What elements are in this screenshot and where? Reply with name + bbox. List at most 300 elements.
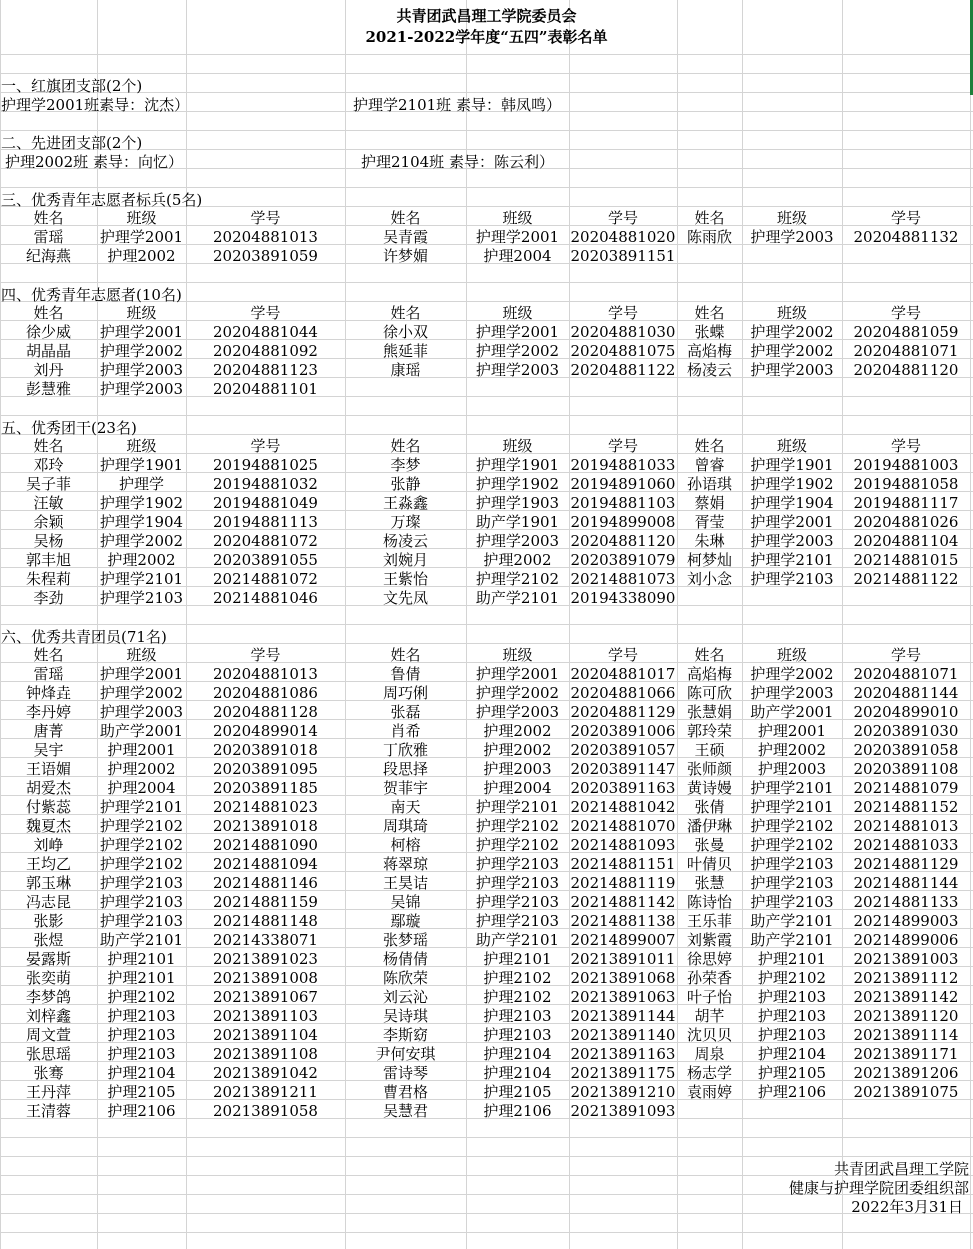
class-cell[interactable]: 护理2106: [483, 1102, 552, 1120]
student-id-cell[interactable]: 20213891067: [213, 988, 318, 1006]
name-cell[interactable]: 张倩: [694, 798, 725, 816]
class-cell[interactable]: 护理2001: [757, 722, 827, 740]
class-cell[interactable]: 护理学2102: [475, 836, 560, 854]
student-id-cell[interactable]: [842, 380, 970, 399]
name-cell[interactable]: 陈欣荣: [382, 969, 428, 987]
name-cell[interactable]: 杨倩倩: [382, 950, 428, 968]
class-cell[interactable]: 护理学1901: [750, 456, 834, 474]
student-id-cell[interactable]: 20194881058: [853, 475, 959, 493]
name-cell[interactable]: 张静: [390, 475, 421, 493]
student-id-cell[interactable]: 20194881049: [213, 494, 318, 512]
class-cell[interactable]: 护理2004: [483, 247, 552, 265]
name-cell[interactable]: 陈雨欣: [686, 228, 732, 246]
student-id-cell[interactable]: 20213891163: [570, 1045, 676, 1063]
name-cell[interactable]: 彭慧雅: [25, 380, 71, 398]
class-cell[interactable]: 护理2102: [483, 988, 552, 1006]
student-id-cell[interactable]: 20204881120: [853, 361, 959, 379]
student-id-cell[interactable]: 20214881023: [213, 798, 318, 816]
class-cell[interactable]: 护理2102: [107, 988, 176, 1006]
student-id-cell[interactable]: 20214881073: [570, 570, 676, 588]
class-cell[interactable]: 护理2103: [757, 1007, 827, 1025]
name-cell[interactable]: 李丹婷: [25, 703, 71, 721]
name-cell[interactable]: 张慧娟: [686, 703, 732, 721]
class-cell[interactable]: 护理2002: [107, 247, 176, 265]
name-cell[interactable]: 张思瑶: [25, 1045, 71, 1063]
student-id-cell[interactable]: 20203891108: [853, 760, 959, 778]
name-cell[interactable]: 袁雨婷: [686, 1083, 732, 1101]
student-id-cell[interactable]: 20204881132: [853, 228, 959, 246]
name-cell[interactable]: 柯梦灿: [686, 551, 732, 569]
name-cell[interactable]: 熊延菲: [382, 342, 428, 360]
name-cell[interactable]: 胥莹: [694, 513, 725, 531]
student-id-cell[interactable]: 20214881148: [213, 912, 318, 930]
student-id-cell[interactable]: 20194891060: [570, 475, 676, 493]
class-cell[interactable]: 护理2102: [757, 969, 827, 987]
student-id-cell[interactable]: 20194899008: [570, 513, 676, 531]
name-cell[interactable]: 张梦瑶: [382, 931, 428, 949]
class-cell[interactable]: 助产学2001: [750, 703, 834, 721]
class-cell[interactable]: 护理2103: [107, 1045, 176, 1063]
name-cell[interactable]: 丁欣雅: [382, 741, 428, 759]
student-id-cell[interactable]: 20204881144: [853, 684, 959, 702]
student-id-cell[interactable]: 20194881033: [570, 456, 676, 474]
student-id-cell[interactable]: 20213891023: [213, 950, 318, 968]
class-cell[interactable]: 护理学2103: [99, 589, 184, 607]
name-cell[interactable]: 刘云沁: [382, 988, 428, 1006]
class-cell[interactable]: 护理学2103: [99, 874, 184, 892]
student-id-cell[interactable]: 20194881103: [570, 494, 676, 512]
class-cell[interactable]: 护理学1903: [475, 494, 560, 512]
student-id-cell[interactable]: 20204881071: [853, 665, 959, 683]
class-cell[interactable]: 护理学2002: [99, 342, 184, 360]
student-id-cell[interactable]: 20214899007: [570, 931, 676, 949]
student-id-cell[interactable]: 20214881119: [570, 874, 676, 892]
name-cell[interactable]: 周文萱: [25, 1026, 71, 1044]
name-cell[interactable]: 李斯窈: [382, 1026, 428, 1044]
class-cell[interactable]: 护理2103: [483, 1007, 552, 1025]
class-cell[interactable]: 护理学2003: [475, 703, 560, 721]
student-id-cell[interactable]: 20194881113: [213, 513, 318, 531]
name-cell[interactable]: 陈诗怡: [686, 893, 732, 911]
name-cell[interactable]: 段思择: [382, 760, 428, 778]
student-id-cell[interactable]: 20213891011: [570, 950, 676, 968]
student-id-cell[interactable]: 20204881123: [213, 361, 318, 379]
class-cell[interactable]: 护理学2101: [475, 798, 560, 816]
name-cell[interactable]: 孙荣香: [686, 969, 732, 987]
student-id-cell[interactable]: 20203891059: [213, 247, 318, 265]
student-id-cell[interactable]: 20214881046: [213, 589, 318, 607]
class-cell[interactable]: 护理学2001: [475, 323, 560, 341]
student-id-cell[interactable]: 20204899010: [853, 703, 959, 721]
student-id-cell[interactable]: 20213891063: [570, 988, 676, 1006]
name-cell[interactable]: 刘小念: [686, 570, 732, 588]
class-cell[interactable]: 护理2003: [483, 760, 552, 778]
student-id-cell[interactable]: [569, 380, 677, 399]
student-id-cell[interactable]: 20214338071: [213, 931, 318, 949]
name-cell[interactable]: 叶倩贝: [686, 855, 732, 873]
student-id-cell[interactable]: 20214899003: [853, 912, 959, 930]
class-cell[interactable]: 护理学2103: [99, 912, 184, 930]
name-cell[interactable]: 刘紫霞: [686, 931, 732, 949]
class-cell[interactable]: 护理2103: [757, 1026, 827, 1044]
name-cell[interactable]: 雷瑶: [33, 665, 64, 683]
name-cell[interactable]: 高焰梅: [686, 342, 732, 360]
student-id-cell[interactable]: 20213891008: [213, 969, 318, 987]
name-cell[interactable]: 晏露斯: [25, 950, 71, 968]
name-cell[interactable]: 万璨: [390, 513, 421, 531]
name-cell[interactable]: [677, 589, 742, 608]
name-cell[interactable]: 曹君格: [382, 1083, 428, 1101]
class-cell[interactable]: 护理2002: [757, 741, 827, 759]
student-id-cell[interactable]: 20214881144: [853, 874, 959, 892]
name-cell[interactable]: 王紫怡: [382, 570, 428, 588]
class-cell[interactable]: 护理学2002: [99, 684, 184, 702]
student-id-cell[interactable]: 20214881042: [570, 798, 676, 816]
student-id-cell[interactable]: [842, 247, 970, 266]
class-cell[interactable]: 护理学2003: [750, 684, 834, 702]
student-id-cell[interactable]: 20203891185: [213, 779, 318, 797]
student-id-cell[interactable]: 20203891006: [570, 722, 676, 740]
name-cell[interactable]: 孙语琪: [686, 475, 732, 493]
class-cell[interactable]: 护理2102: [483, 969, 552, 987]
class-cell[interactable]: 护理学1902: [99, 494, 184, 512]
class-cell[interactable]: 护理2002: [483, 741, 552, 759]
class-cell[interactable]: 护理2004: [483, 779, 552, 797]
student-id-cell[interactable]: 20213891108: [213, 1045, 318, 1063]
name-cell[interactable]: 吴青霞: [382, 228, 428, 246]
name-cell[interactable]: 张慧: [694, 874, 725, 892]
name-cell[interactable]: 张奕萌: [25, 969, 71, 987]
class-cell[interactable]: 护理2106: [757, 1083, 827, 1101]
student-id-cell[interactable]: 20213891104: [213, 1026, 318, 1044]
student-id-cell[interactable]: 20214881033: [853, 836, 959, 854]
class-cell[interactable]: 护理2105: [483, 1083, 552, 1101]
class-cell[interactable]: 护理2101: [107, 950, 176, 968]
name-cell[interactable]: 王语媚: [25, 760, 71, 778]
name-cell[interactable]: 张煜: [33, 931, 64, 949]
class-cell[interactable]: 护理学2101: [99, 570, 184, 588]
student-id-cell[interactable]: 20213891103: [213, 1007, 318, 1025]
student-id-cell[interactable]: 20204881075: [570, 342, 676, 360]
class-cell[interactable]: 护理学2003: [99, 361, 184, 379]
student-id-cell[interactable]: 20213891211: [213, 1083, 318, 1101]
student-id-cell[interactable]: 20213891206: [853, 1064, 959, 1082]
class-cell[interactable]: 护理2101: [107, 969, 176, 987]
student-id-cell[interactable]: 20204881072: [213, 532, 318, 550]
class-cell[interactable]: 护理2103: [107, 1007, 176, 1025]
class-cell[interactable]: 护理学2002: [475, 684, 560, 702]
class-cell[interactable]: 护理学2103: [750, 570, 834, 588]
name-cell[interactable]: 刘丹: [33, 361, 64, 379]
name-cell[interactable]: 唐菁: [33, 722, 64, 740]
name-cell[interactable]: 郭丰旭: [25, 551, 71, 569]
student-id-cell[interactable]: 20213891142: [853, 988, 959, 1006]
class-cell[interactable]: 护理学2102: [475, 817, 560, 835]
class-cell[interactable]: 护理2101: [757, 950, 827, 968]
student-id-cell[interactable]: 20214881090: [213, 836, 318, 854]
name-cell[interactable]: 蔡娟: [694, 494, 725, 512]
name-cell[interactable]: 张骞: [33, 1064, 64, 1082]
class-cell[interactable]: 护理学2103: [475, 893, 560, 911]
class-cell[interactable]: 护理学2102: [99, 817, 184, 835]
name-cell[interactable]: 冯志昆: [25, 893, 71, 911]
name-cell[interactable]: 胡爱杰: [25, 779, 71, 797]
name-cell[interactable]: 蒋翠琼: [382, 855, 428, 873]
class-cell[interactable]: 护理学1901: [99, 456, 184, 474]
name-cell[interactable]: 雷瑶: [33, 228, 64, 246]
class-cell[interactable]: 护理2103: [483, 1026, 552, 1044]
name-cell[interactable]: 杨凌云: [382, 532, 428, 550]
name-cell[interactable]: 钟烽垚: [25, 684, 71, 702]
name-cell[interactable]: 刘婉月: [382, 551, 428, 569]
class-cell[interactable]: 护理学2002: [750, 342, 834, 360]
name-cell[interactable]: 张磊: [390, 703, 421, 721]
student-id-cell[interactable]: 20214881133: [853, 893, 959, 911]
name-cell[interactable]: 张影: [33, 912, 64, 930]
student-id-cell[interactable]: 20213891112: [853, 969, 959, 987]
name-cell[interactable]: 尹何安琪: [375, 1045, 436, 1063]
student-id-cell[interactable]: 20213891140: [570, 1026, 676, 1044]
student-id-cell[interactable]: 20204881122: [570, 361, 676, 379]
name-cell[interactable]: 许梦媚: [382, 247, 428, 265]
class-cell[interactable]: 护理学2001: [99, 323, 184, 341]
class-cell[interactable]: [466, 380, 569, 399]
name-cell[interactable]: 张曼: [694, 836, 725, 854]
class-cell[interactable]: 护理学2102: [750, 836, 834, 854]
name-cell[interactable]: 柯榕: [390, 836, 421, 854]
class-cell[interactable]: 护理学2103: [750, 893, 834, 911]
class-cell[interactable]: 护理2103: [107, 1026, 176, 1044]
class-cell[interactable]: 护理学2001: [475, 665, 560, 683]
name-cell[interactable]: [345, 380, 466, 399]
name-cell[interactable]: [677, 247, 742, 266]
class-cell[interactable]: 护理学2103: [475, 855, 560, 873]
student-id-cell[interactable]: 20213891114: [853, 1026, 959, 1044]
name-cell[interactable]: 胡芊: [694, 1007, 725, 1025]
student-id-cell[interactable]: 20214881070: [570, 817, 676, 835]
name-cell[interactable]: 沈贝贝: [686, 1026, 732, 1044]
name-cell[interactable]: 曾睿: [694, 456, 725, 474]
name-cell[interactable]: 王淼鑫: [382, 494, 428, 512]
class-cell[interactable]: 助产学2001: [99, 722, 184, 740]
name-cell[interactable]: 周琪琦: [382, 817, 428, 835]
student-id-cell[interactable]: 20204881020: [570, 228, 676, 246]
class-cell[interactable]: 护理2105: [757, 1064, 827, 1082]
name-cell[interactable]: 朱琳: [694, 532, 725, 550]
class-cell[interactable]: 护理2003: [757, 760, 827, 778]
name-cell[interactable]: 肖希: [390, 722, 421, 740]
name-cell[interactable]: 杨凌云: [686, 361, 732, 379]
class-cell[interactable]: 护理2002: [107, 551, 176, 569]
student-id-cell[interactable]: 20204881128: [213, 703, 318, 721]
class-cell[interactable]: 护理学2003: [475, 361, 560, 379]
class-cell[interactable]: 护理2002: [483, 722, 552, 740]
student-id-cell[interactable]: 20194881025: [213, 456, 318, 474]
class-cell[interactable]: 护理学2003: [475, 532, 560, 550]
student-id-cell[interactable]: 20214881146: [213, 874, 318, 892]
class-cell[interactable]: [742, 380, 842, 399]
student-id-cell[interactable]: 20214881159: [213, 893, 318, 911]
name-cell[interactable]: 黄诗嫚: [686, 779, 732, 797]
student-id-cell[interactable]: 20214881152: [853, 798, 959, 816]
student-id-cell[interactable]: 20203891163: [570, 779, 676, 797]
name-cell[interactable]: 贺菲宇: [382, 779, 428, 797]
name-cell[interactable]: 王乐菲: [686, 912, 732, 930]
student-id-cell[interactable]: 20204881044: [213, 323, 318, 341]
name-cell[interactable]: 付紫蕊: [25, 798, 71, 816]
student-id-cell[interactable]: 20203891079: [570, 551, 676, 569]
name-cell[interactable]: 王硕: [694, 741, 725, 759]
student-id-cell[interactable]: 20214881093: [570, 836, 676, 854]
class-cell[interactable]: 护理学2102: [750, 817, 834, 835]
class-cell[interactable]: 护理2106: [107, 1102, 176, 1120]
class-cell[interactable]: 护理学1901: [475, 456, 560, 474]
student-id-cell[interactable]: [842, 1102, 970, 1121]
student-id-cell[interactable]: 20203891018: [213, 741, 318, 759]
name-cell[interactable]: 李劲: [33, 589, 64, 607]
name-cell[interactable]: 郭玲荣: [686, 722, 732, 740]
class-cell[interactable]: 护理学2002: [750, 665, 834, 683]
class-cell[interactable]: 护理学: [118, 475, 164, 493]
name-cell[interactable]: 王均乙: [25, 855, 71, 873]
student-id-cell[interactable]: 20214881151: [570, 855, 676, 873]
name-cell[interactable]: 徐思婷: [686, 950, 732, 968]
name-cell[interactable]: 余颖: [33, 513, 64, 531]
class-cell[interactable]: 助产学2101: [750, 931, 834, 949]
student-id-cell[interactable]: 20214881072: [213, 570, 318, 588]
student-id-cell[interactable]: 20214881129: [853, 855, 959, 873]
class-cell[interactable]: 护理学2003: [99, 703, 184, 721]
class-cell[interactable]: 助产学2101: [750, 912, 834, 930]
name-cell[interactable]: [677, 380, 742, 399]
class-cell[interactable]: 助产学2101: [99, 931, 184, 949]
name-cell[interactable]: [677, 1102, 742, 1121]
student-id-cell[interactable]: 20203891058: [853, 741, 959, 759]
class-cell[interactable]: 护理2001: [107, 741, 176, 759]
class-cell[interactable]: 助产学2101: [475, 931, 560, 949]
student-id-cell[interactable]: 20214881122: [853, 570, 959, 588]
student-id-cell[interactable]: 20204881086: [213, 684, 318, 702]
class-cell[interactable]: 护理学2103: [475, 874, 560, 892]
class-cell[interactable]: 护理2105: [107, 1083, 176, 1101]
name-cell[interactable]: 周泉: [694, 1045, 725, 1063]
student-id-cell[interactable]: 20214881142: [570, 893, 676, 911]
name-cell[interactable]: 纪海燕: [25, 247, 71, 265]
student-id-cell[interactable]: 20194881032: [213, 475, 318, 493]
student-id-cell[interactable]: 20213891210: [570, 1083, 676, 1101]
class-cell[interactable]: 护理学2001: [99, 665, 184, 683]
student-id-cell[interactable]: 20213891042: [213, 1064, 318, 1082]
class-cell[interactable]: 护理2002: [483, 551, 552, 569]
name-cell[interactable]: 吴诗琪: [382, 1007, 428, 1025]
name-cell[interactable]: 鲁倩: [390, 665, 421, 683]
name-cell[interactable]: 李梦: [390, 456, 421, 474]
class-cell[interactable]: 护理学2101: [750, 798, 834, 816]
student-id-cell[interactable]: 20204881120: [570, 532, 676, 550]
student-id-cell[interactable]: 20213891003: [853, 950, 959, 968]
student-id-cell[interactable]: 20204881104: [853, 532, 959, 550]
class-cell[interactable]: 护理学2003: [750, 361, 834, 379]
class-cell[interactable]: 护理学2102: [99, 836, 184, 854]
student-id-cell[interactable]: 20204881059: [853, 323, 959, 341]
name-cell[interactable]: 朱程莉: [25, 570, 71, 588]
student-id-cell[interactable]: 20204881092: [213, 342, 318, 360]
student-id-cell[interactable]: 20213891058: [213, 1102, 318, 1120]
student-id-cell[interactable]: 20214881094: [213, 855, 318, 873]
name-cell[interactable]: 张蝶: [694, 323, 725, 341]
name-cell[interactable]: 鄢璇: [390, 912, 421, 930]
class-cell[interactable]: [742, 1102, 842, 1121]
student-id-cell[interactable]: 20203891057: [570, 741, 676, 759]
class-cell[interactable]: 护理学2003: [750, 228, 834, 246]
student-id-cell[interactable]: 20203891151: [570, 247, 676, 265]
student-id-cell[interactable]: 20213891120: [853, 1007, 959, 1025]
class-cell[interactable]: 护理学1904: [99, 513, 184, 531]
name-cell[interactable]: 吴锦: [390, 893, 421, 911]
student-id-cell[interactable]: 20204881101: [213, 380, 318, 398]
student-id-cell[interactable]: 20204899014: [213, 722, 318, 740]
name-cell[interactable]: 陈可欣: [686, 684, 732, 702]
class-cell[interactable]: 护理2104: [757, 1045, 827, 1063]
class-cell[interactable]: 护理学2102: [99, 855, 184, 873]
name-cell[interactable]: 潘伊琳: [686, 817, 732, 835]
name-cell[interactable]: 杨志学: [686, 1064, 732, 1082]
name-cell[interactable]: 刘峥: [33, 836, 64, 854]
student-id-cell[interactable]: [842, 589, 970, 608]
class-cell[interactable]: 护理学2001: [475, 228, 560, 246]
name-cell[interactable]: 郭玉琳: [25, 874, 71, 892]
name-cell[interactable]: 王丹萍: [25, 1083, 71, 1101]
class-cell[interactable]: 护理学2002: [475, 342, 560, 360]
name-cell[interactable]: 邓玲: [33, 456, 64, 474]
class-cell[interactable]: 护理学2103: [750, 855, 834, 873]
student-id-cell[interactable]: 20204881129: [570, 703, 676, 721]
student-id-cell[interactable]: 20204881013: [213, 665, 318, 683]
student-id-cell[interactable]: 20213891093: [570, 1102, 676, 1120]
class-cell[interactable]: 护理2104: [483, 1064, 552, 1082]
student-id-cell[interactable]: 20203891055: [213, 551, 318, 569]
class-cell[interactable]: 护理学2101: [99, 798, 184, 816]
class-cell[interactable]: 助产学1901: [475, 513, 560, 531]
student-id-cell[interactable]: 20214899006: [853, 931, 959, 949]
class-cell[interactable]: 护理2004: [107, 779, 176, 797]
name-cell[interactable]: 张师颜: [686, 760, 732, 778]
student-id-cell[interactable]: 20204881017: [570, 665, 676, 683]
student-id-cell[interactable]: 20194338090: [570, 589, 676, 607]
class-cell[interactable]: 护理学2103: [475, 912, 560, 930]
student-id-cell[interactable]: 20214881079: [853, 779, 959, 797]
student-id-cell[interactable]: 20213891171: [853, 1045, 959, 1063]
student-id-cell[interactable]: 20204881013: [213, 228, 318, 246]
name-cell[interactable]: 高焰梅: [686, 665, 732, 683]
student-id-cell[interactable]: 20204881026: [853, 513, 959, 531]
name-cell[interactable]: 南天: [390, 798, 421, 816]
class-cell[interactable]: 护理学2101: [750, 779, 834, 797]
name-cell[interactable]: 王清蓉: [25, 1102, 71, 1120]
class-cell[interactable]: 护理学2103: [99, 893, 184, 911]
name-cell[interactable]: 徐小双: [382, 323, 428, 341]
student-id-cell[interactable]: 20194881003: [853, 456, 959, 474]
name-cell[interactable]: 胡晶晶: [25, 342, 71, 360]
name-cell[interactable]: 雷诗琴: [382, 1064, 428, 1082]
class-cell[interactable]: 护理学2003: [99, 380, 184, 398]
student-id-cell[interactable]: 20214881138: [570, 912, 676, 930]
name-cell[interactable]: 李梦鸽: [25, 988, 71, 1006]
name-cell[interactable]: 吴宇: [33, 741, 64, 759]
name-cell[interactable]: 周巧俐: [382, 684, 428, 702]
class-cell[interactable]: 护理2002: [107, 760, 176, 778]
class-cell[interactable]: 护理2101: [483, 950, 552, 968]
